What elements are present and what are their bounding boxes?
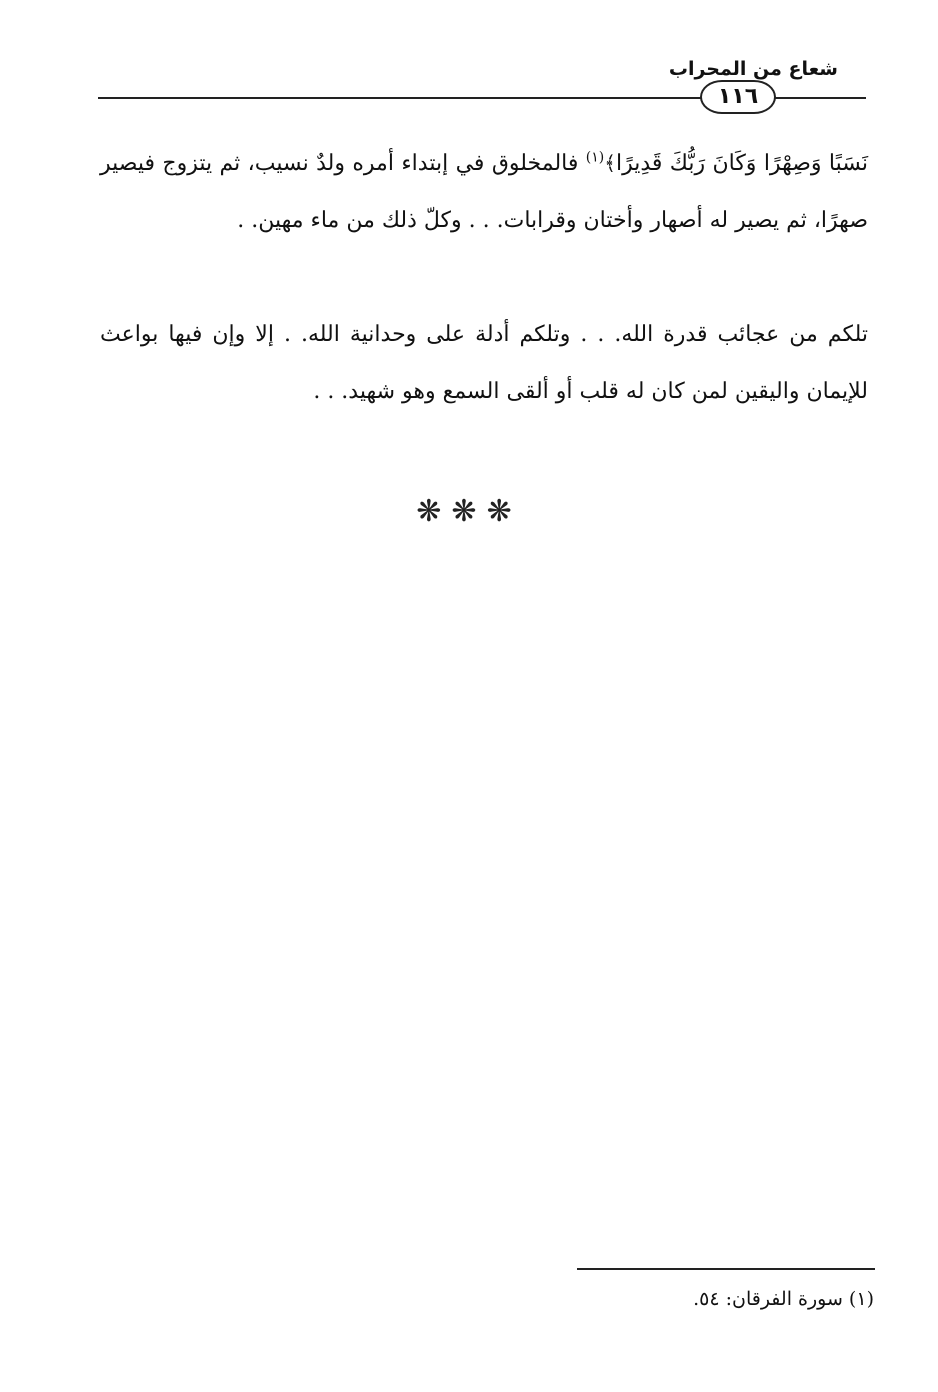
section-ornament	[0, 494, 938, 529]
quran-verse: نَسَبًا وَصِهْرًا وَكَانَ رَبُّكَ قَدِيرًا	[615, 151, 868, 176]
footnote: (١) سورة الفرقان: ٥٤.	[693, 1288, 874, 1310]
flower-ornament-icon: ❋	[486, 494, 522, 529]
paragraph-1	[100, 135, 868, 249]
page-number-badge	[700, 80, 776, 114]
verse-close-bracket: ﴾	[604, 151, 616, 175]
paragraph-1-text: فالمخلوق في إبتداء أمره ولدٌ نسيب، ثم يتزوج فيصير صهرًا، ثم يصير له أصهار وأختان وقرابات. . . وكلّ ذلك من ماء مهين. .	[100, 151, 868, 233]
running-title: شعاع من المحراب	[668, 58, 838, 80]
page-number: ١١٦	[717, 84, 759, 109]
paragraph-2-text: تلكم من عجائب قدرة الله. . . وتلكم أدلة على وحدانية الله. . إلا وإن فيها بواعث للإيمان واليقين لمن كان له قلب أو ألقى السمع وهو شهيد. . .	[100, 322, 868, 404]
footnote-rule	[577, 1268, 875, 1270]
paragraph-2	[100, 306, 868, 420]
flower-ornament-icon: ❋	[416, 494, 452, 529]
footnote-reference[interactable]: (١)	[585, 149, 605, 166]
flower-ornament-icon: ❋	[451, 494, 487, 529]
